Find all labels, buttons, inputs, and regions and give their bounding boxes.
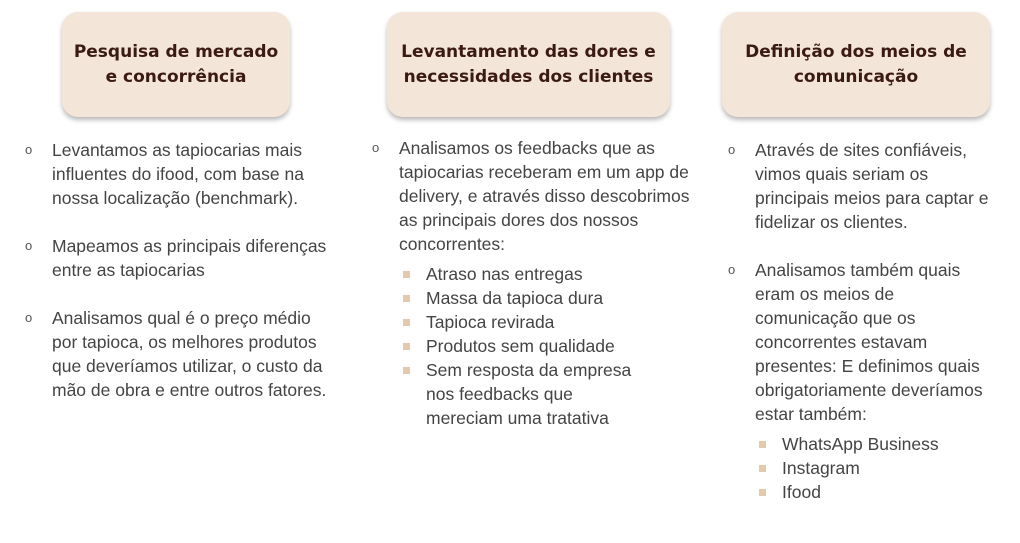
sub-list-item: [399, 262, 690, 286]
subitem-text: Instagram: [782, 458, 860, 478]
bullet-list-communication: [728, 138, 990, 504]
list-item: [25, 234, 330, 282]
circle-bullet-icon: o: [25, 238, 33, 253]
square-bullet-icon: [403, 319, 410, 326]
card-communication: [722, 12, 990, 117]
list-item: [372, 136, 690, 430]
bullet-text: Mapeamos as principais diferenças entre as tapiocarias: [52, 236, 327, 280]
bullet-text: Analisamos os feedbacks que as tapiocarias receberam em um app de delivery, e através disso descobrimos as principais dores dos nossos concorrentes:: [399, 138, 690, 254]
subitem-text: Ifood: [782, 482, 821, 502]
bullet-text: Levantamos as tapiocarias mais influentes do ifood, com base na nossa localização (benchmark).: [52, 140, 304, 208]
pain-points-list: [399, 262, 690, 430]
subitem-text: Sem resposta da empresa nos feedbacks que mereciam uma tratativa: [426, 360, 632, 428]
sub-list-item: [399, 286, 690, 310]
card-title: Levantamento das dores e necessidades dos clientes: [401, 41, 656, 87]
sub-list-item: [399, 310, 690, 334]
sub-list-item: [755, 432, 990, 456]
square-bullet-icon: [759, 465, 766, 472]
bullet-list-market-research: [25, 138, 330, 402]
list-item: [25, 138, 330, 210]
card-title: Pesquisa de mercado e concorrência: [73, 41, 279, 87]
list-item: [728, 138, 990, 234]
circle-bullet-icon: o: [728, 262, 736, 277]
subitem-text: WhatsApp Business: [782, 434, 939, 454]
square-bullet-icon: [403, 367, 410, 374]
circle-bullet-icon: o: [25, 142, 33, 157]
bullet-text: Analisamos também quais eram os meios de comunicação que os concorrentes estavam presentes: E definimos quais obrigatoriamente deveríamos estar também:: [755, 260, 983, 424]
circle-bullet-icon: o: [25, 310, 33, 325]
square-bullet-icon: [403, 271, 410, 278]
card-market-research: [62, 12, 290, 117]
square-bullet-icon: [403, 295, 410, 302]
bullet-text: Através de sites confiáveis, vimos quais seriam os principais meios para captar e fidelizar os clientes.: [755, 140, 989, 232]
card-customer-pains: [387, 12, 670, 117]
square-bullet-icon: [403, 343, 410, 350]
subitem-text: Tapioca revirada: [426, 312, 555, 332]
channels-list: [755, 432, 990, 504]
subitem-text: Atraso nas entregas: [426, 264, 583, 284]
list-item: [25, 306, 330, 402]
circle-bullet-icon: o: [728, 142, 736, 157]
subitem-text: Produtos sem qualidade: [426, 336, 615, 356]
circle-bullet-icon: o: [372, 140, 380, 155]
sub-list-item: [755, 456, 990, 480]
bullet-text: Analisamos qual é o preço médio por tapioca, os melhores produtos que deveríamos utilizar, o custo da mão de obra e entre outros fatores.: [52, 308, 327, 400]
sub-list-item: [399, 334, 690, 358]
list-item: [728, 258, 990, 504]
card-title: Definição dos meios de comunicação: [745, 41, 967, 87]
sub-list-item: [755, 480, 990, 504]
square-bullet-icon: [759, 489, 766, 496]
bullet-list-customer-pains: [372, 136, 690, 430]
sub-list-item: [399, 358, 651, 430]
square-bullet-icon: [759, 441, 766, 448]
subitem-text: Massa da tapioca dura: [426, 288, 604, 308]
